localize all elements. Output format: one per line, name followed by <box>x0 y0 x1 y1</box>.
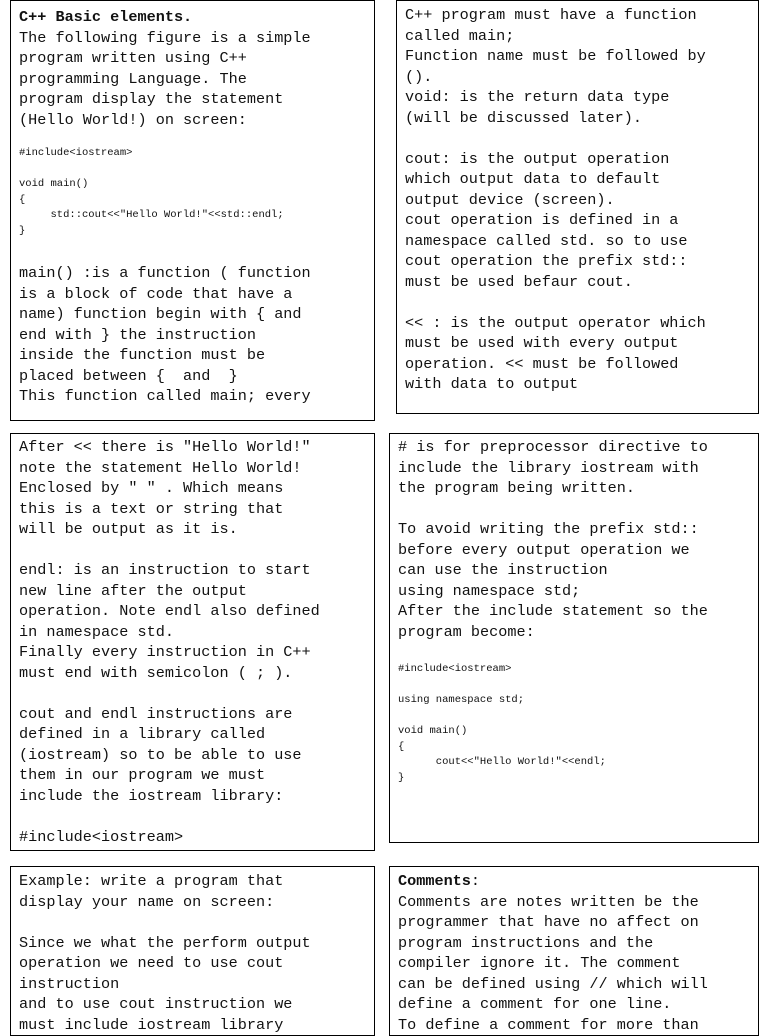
code-line: cout<<"Hello World!"<<endl; <box>398 756 606 768</box>
text-line: program become: <box>398 622 535 641</box>
text-line: Comments are notes written be the <box>398 892 699 911</box>
main-requirement-paragraph <box>405 5 750 128</box>
text-line: using namespace std; <box>398 581 581 600</box>
text-line: define a comment for one line. <box>398 995 672 1013</box>
text-line: display your name on screen: <box>19 892 275 911</box>
text-line: compiler ignore it. The comment <box>398 954 681 972</box>
text-line: can use the instruction <box>398 561 608 579</box>
text-line: must end with semicolon ( ; ). <box>19 663 293 682</box>
card-title <box>398 871 750 892</box>
card-basic-elements <box>10 0 375 421</box>
text-line: will be output as it is. <box>19 520 238 538</box>
code-line: using namespace std; <box>398 694 525 706</box>
text-line: inside the function must be <box>19 346 266 364</box>
text-line: include the iostream library: <box>19 786 284 805</box>
text-line: must include iostream library <box>19 1015 284 1034</box>
code-line <box>398 678 750 694</box>
text-line: with data to output <box>405 375 579 393</box>
code-line: { <box>19 193 26 206</box>
text-line: This function called main; every <box>19 387 311 405</box>
text-line: main() :is a function ( function <box>19 264 311 282</box>
text-line: them in our program we must <box>19 766 266 784</box>
text-line: end with } the instruction <box>19 325 256 344</box>
text-line: (). <box>405 67 433 86</box>
text-line: can be defined using // which will <box>398 974 708 993</box>
card-example <box>10 866 375 1036</box>
namespace-paragraph <box>398 519 750 642</box>
text-line: called main; <box>405 26 515 45</box>
code-line: std::cout<<"Hello World!"<<std::endl; <box>19 209 284 221</box>
code-line: } <box>19 224 26 237</box>
code-sample <box>19 146 366 239</box>
text-line: is a block of code that have a <box>19 284 293 303</box>
text-line: this is a text or string that <box>19 499 284 518</box>
library-paragraph <box>19 704 366 807</box>
text-line: cout operation the prefix std:: <box>405 252 688 270</box>
code-sample <box>398 662 750 786</box>
text-line: After << there is "Hello World!" <box>19 438 311 456</box>
text-line: The following figure is a simple <box>19 28 311 47</box>
example-explanation <box>19 933 366 1036</box>
card-main-cout <box>396 0 759 414</box>
text-line: # is for preprocessor directive to <box>398 438 708 456</box>
text-line: << : is the output operator which <box>405 313 706 332</box>
code-line: #include<iostream> <box>19 147 133 159</box>
endl-paragraph <box>19 560 366 683</box>
text-line: instruction <box>19 974 120 993</box>
text-line: Finally every instruction in C++ <box>19 643 311 661</box>
text-line: operation we need to use cout <box>19 954 284 972</box>
text-line: name) function begin with { and <box>19 305 302 323</box>
text-line: before every output operation we <box>398 540 690 559</box>
preprocessor-paragraph <box>398 437 750 499</box>
text-line: operation. Note endl also defined <box>19 602 320 620</box>
code-line: void main() <box>19 178 89 190</box>
text-line: namespace called std. so to use <box>405 231 688 250</box>
text-line: program display the statement <box>19 90 284 108</box>
text-line: After the include statement so the <box>398 602 708 620</box>
text-line: Function name must be followed by <box>405 47 706 65</box>
text-line: must be used with every output <box>405 334 679 352</box>
text-line: the program being written. <box>398 479 635 497</box>
code-line: void main() <box>398 725 468 737</box>
card-preprocessor-namespace <box>389 433 759 843</box>
cout-paragraph <box>405 149 750 293</box>
card-title: C++ Basic elements. <box>19 8 193 26</box>
text-line: note the statement Hello World! <box>19 458 302 477</box>
text-line: (will be discussed later). <box>405 108 642 127</box>
text-line: Enclosed by " " . Which means <box>19 479 284 497</box>
text-line: programmer that have no affect on <box>398 913 699 931</box>
text-line: Example: write a program that <box>19 872 284 890</box>
text-line: cout operation is defined in a <box>405 211 679 229</box>
code-line: } <box>398 771 405 784</box>
intro-paragraph <box>19 28 366 131</box>
text-line: (Hello World!) on screen: <box>19 110 247 129</box>
comments-title: Comments <box>398 872 471 890</box>
title-colon: : <box>470 872 481 890</box>
comments-paragraph <box>398 892 750 1036</box>
code-line: #include<iostream> <box>398 663 512 675</box>
text-line: cout: is the output operation <box>405 149 670 168</box>
text-line: cout and endl instructions are <box>19 704 293 723</box>
string-paragraph <box>19 437 366 540</box>
text-line: void: is the return data type <box>405 88 670 106</box>
code-line <box>19 162 366 178</box>
text-line: (iostream) so to be able to use <box>19 745 302 764</box>
text-line: operation. << must be followed <box>405 354 679 373</box>
code-line <box>398 709 750 725</box>
text-line: include the library iostream with <box>398 458 699 477</box>
text-line: Since we what the perform output <box>19 933 311 952</box>
text-line: must be used befaur cout. <box>405 272 633 291</box>
text-line: in namespace std. <box>19 622 174 641</box>
text-line: To define a comment for more than <box>398 1015 699 1034</box>
text-line: new line after the output <box>19 581 247 600</box>
text-line: programming Language. The <box>19 69 247 88</box>
text-line: which output data to default <box>405 170 661 188</box>
code-line: { <box>398 740 405 753</box>
card-comments <box>389 866 759 1036</box>
main-function-paragraph <box>19 263 366 407</box>
text-line: C++ program must have a function <box>405 6 697 24</box>
text-line: program instructions and the <box>398 933 654 952</box>
text-line: output device (screen). <box>405 190 615 209</box>
output-operator-paragraph <box>405 313 750 395</box>
text-line: defined in a library called <box>19 725 266 743</box>
text-line: placed between { and } <box>19 366 238 385</box>
include-statement: #include<iostream> <box>19 827 184 846</box>
text-line: program written using C++ <box>19 49 247 67</box>
card-hello-world-endl <box>10 433 375 851</box>
text-line: To avoid writing the prefix std:: <box>398 520 699 538</box>
text-line: endl: is an instruction to start <box>19 561 311 579</box>
text-line: and to use cout instruction we <box>19 995 293 1013</box>
example-prompt <box>19 871 366 912</box>
